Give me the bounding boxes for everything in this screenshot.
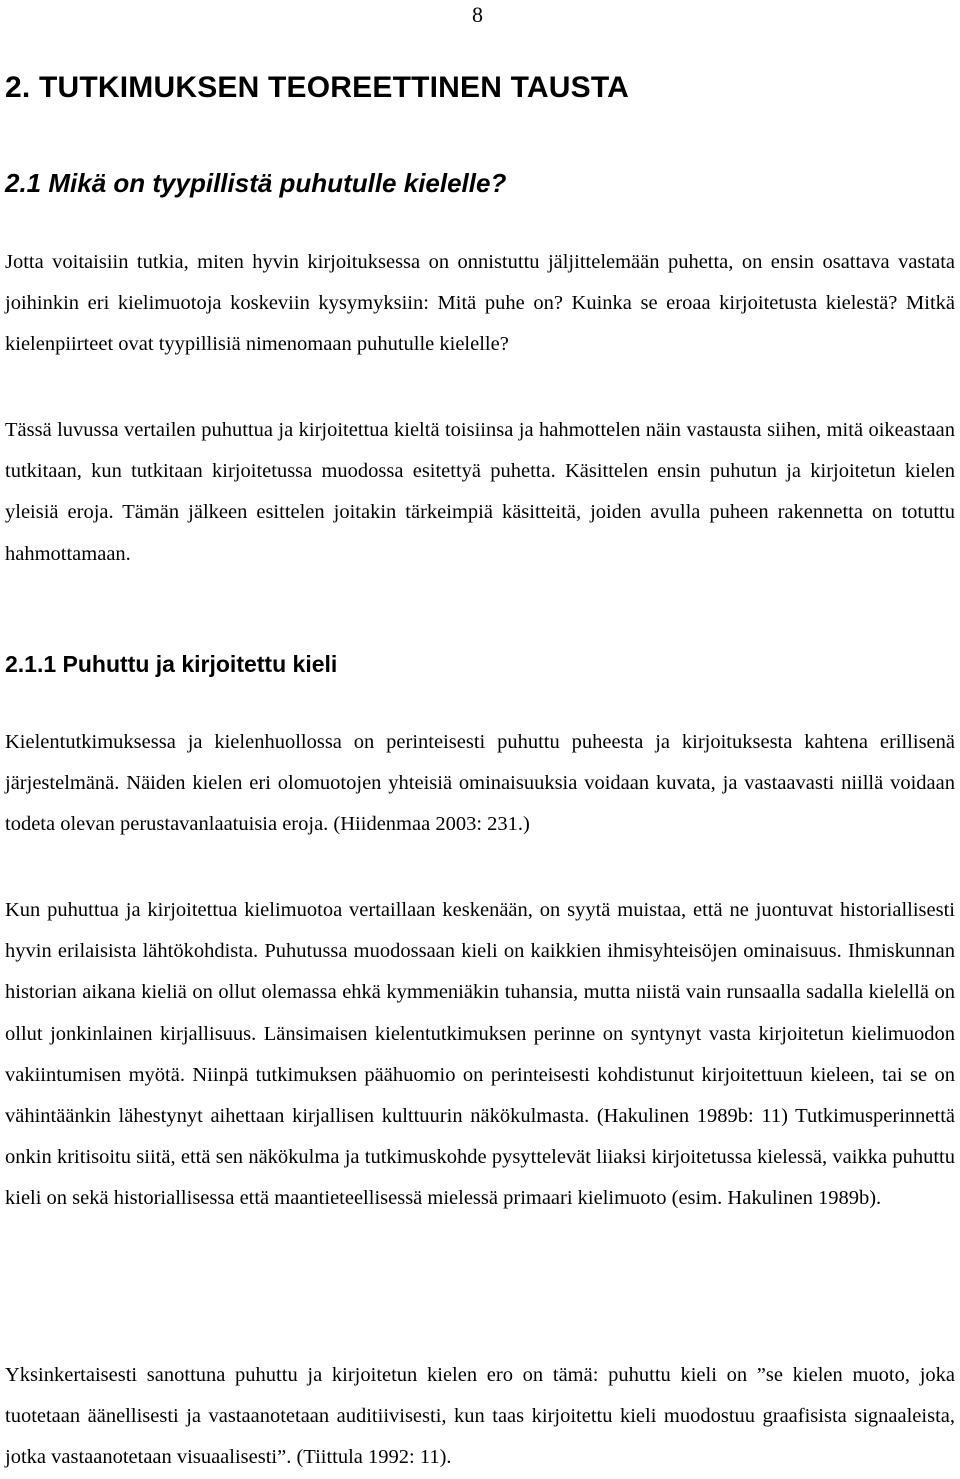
paragraph-intro-questions: Jotta voitaisiin tutkia, miten hyvin kirjoituksessa on onnistuttu jäljittelemään puhetta, on ensin osattava vastata joihinkin eri kielimuotoja koskeviin kysymyksiin: Mitä puhe on? Kuinka se eroaa kirjoitetusta kielestä? Mitkä kielenpiirteet ovat tyypillisiä nimenomaan puhutulle kielelle? [5, 251, 955, 356]
paragraph-two-systems: Kielentutkimuksessa ja kielenhuollossa on perinteisesti puhuttu puheesta ja kirjoituksesta kahtena erillisenä järjestelmänä. Näiden kielen eri olomuotojen yhteisiä ominaisuuksia voidaan kuvata, ja vastaavasti niillä voidaan todeta olevan perustavanlaatuisia eroja. (Hiidenmaa 2003: 231.) [5, 731, 955, 836]
paragraph-chapter-overview: Tässä luvussa vertailen puhuttua ja kirjoitettua kieltä toisiinsa ja hahmottelen näin vastausta siihen, mitä oikeastaan tutkitaan, kun tutkitaan kirjoitetussa muodossa esitettyä puhetta. Käsittelen ensin puhutun ja kirjoitetun kielen yleisiä eroja. Tämän jälkeen esittelen joitakin tärkeimpiä käsitteitä, joiden avulla puheen rakennetta on totuttu hahmottamaan. [5, 419, 955, 565]
paragraph-historical-background: Kun puhuttua ja kirjoitettua kielimuotoa vertaillaan keskenään, on syytä muistaa, että ne juontuvat historiallisesti hyvin erilaisista lähtökohdista. Puhutussa muodossaan kieli on kaikkien ihmisyhteisöjen ominaisuus. Ihmiskunnan historian aikana kieliä on ollut olemassa ehkä kymmeniäkin tuhansia, mutta niistä vain runsaalla sadalla kielellä on ollut jonkinlainen kirjallisuus. Länsimaisen kielentutkimuksen perinne on syntynyt vasta kirjoitetun kielimuodon vakiintumisen myötä. Niinpä tutkimuksen päähuomio on perinteisesti kohdistunut kirjoitettuun kieleen, tai se on vähintäänkin lähestynyt aihettaan kirjallisen kulttuurin näkökulmasta. (Hakulinen 1989b: 11) Tutkimusperinnettä onkin kritisoitu siitä, että sen näkökulma ja tutkimuskohde pysyttelevät liiaksi kirjoitetussa kielessä, vaikka puhuttu kieli on sekä historiallisessa että maantieteellisessä mielessä primaari kielimuoto (esim. Hakulinen 1989b). [5, 899, 955, 1210]
paragraph-definition: Yksinkertaisesti sanottuna puhuttu ja kirjoitetun kielen ero on tämä: puhuttu kieli on ”se kielen muoto, joka tuotetaan äänellisesti ja vastaanotetaan auditiivisesti, kun taas kirjoitettu kieli muodostuu graafisista signaaleista, jotka vastaanotetaan visuaalisesti”. (Tiittula 1992: 11). [5, 1364, 955, 1469]
section-heading: 2.1 Mikä on tyypillistä puhutulle kielelle? [5, 168, 507, 198]
subsection-heading: 2.1.1 Puhuttu ja kirjoitettu kieli [5, 651, 338, 677]
chapter-heading: 2. TUTKIMUKSEN TEOREETTINEN TAUSTA [5, 71, 630, 104]
page-number: 8 [472, 2, 483, 27]
